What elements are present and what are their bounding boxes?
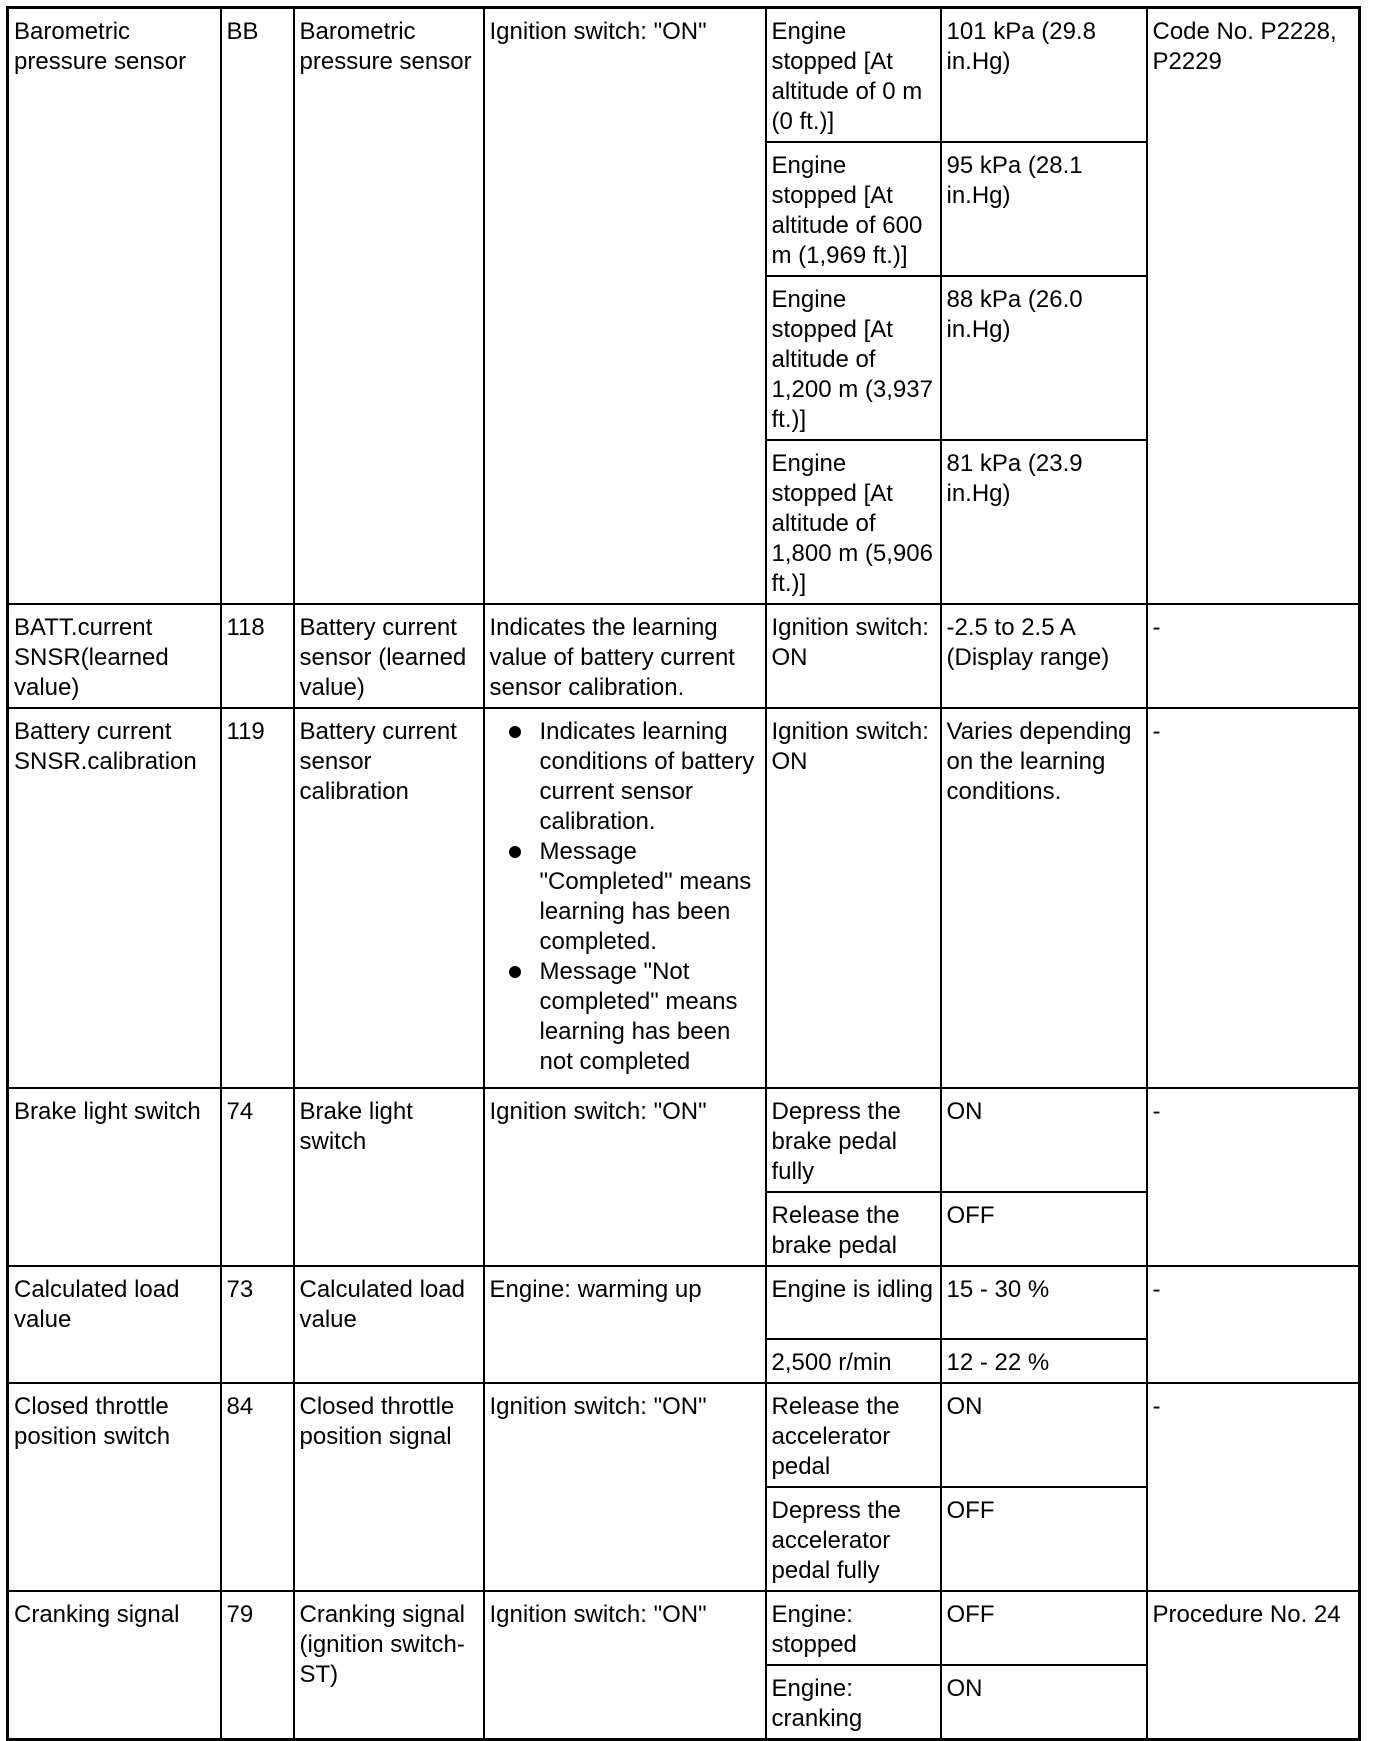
table-row <box>8 8 1360 143</box>
item-name: BATT.current SNSR(learned value) <box>8 604 221 708</box>
spec-value: 81 kPa (23.9 in.Hg) <box>941 440 1147 604</box>
item-code: 119 <box>221 708 294 1088</box>
condition-state: Depress the brake pedal fully <box>766 1088 941 1192</box>
list-item: Indicates learning conditions of battery current sensor calibration. <box>540 717 760 837</box>
monitor-condition <box>484 708 766 1088</box>
reference: - <box>1147 708 1360 1088</box>
monitor-item-table <box>6 6 1361 1741</box>
spec-value: OFF <box>941 1591 1147 1665</box>
spec-value: OFF <box>941 1192 1147 1266</box>
item-name: Cranking signal <box>8 1591 221 1740</box>
monitor-condition: Ignition switch: "ON" <box>484 8 766 605</box>
item-code: 84 <box>221 1383 294 1591</box>
list-item: Message "Completed" means learning has been completed. <box>540 837 760 957</box>
spec-value: 101 kPa (29.8 in.Hg) <box>941 8 1147 143</box>
monitor-condition: Ignition switch: "ON" <box>484 1591 766 1740</box>
table-row <box>8 604 1360 708</box>
item-code: BB <box>221 8 294 605</box>
table-row <box>8 1591 1360 1665</box>
reference: - <box>1147 1266 1360 1383</box>
monitor-condition: Ignition switch: "ON" <box>484 1088 766 1266</box>
item-code: 79 <box>221 1591 294 1740</box>
condition-state: Engine stopped [At altitude of 1,200 m (3,937 ft.)] <box>766 276 941 440</box>
reference: Procedure No. 24 <box>1147 1591 1360 1740</box>
item-name: Closed throttle position switch <box>8 1383 221 1591</box>
signal-name: Battery current sensor (learned value) <box>294 604 484 708</box>
item-name: Calculated load value <box>8 1266 221 1383</box>
spec-value: ON <box>941 1383 1147 1487</box>
item-code: 73 <box>221 1266 294 1383</box>
condition-state: Engine: cranking <box>766 1665 941 1740</box>
spec-value: Varies depending on the learning conditions. <box>941 708 1147 1088</box>
signal-name: Closed throttle position signal <box>294 1383 484 1591</box>
signal-name: Barometric pressure sensor <box>294 8 484 605</box>
condition-state: Release the brake pedal <box>766 1192 941 1266</box>
reference: - <box>1147 1383 1360 1591</box>
condition-state: Depress the accelerator pedal fully <box>766 1487 941 1591</box>
item-code: 74 <box>221 1088 294 1266</box>
item-name: Brake light switch <box>8 1088 221 1266</box>
condition-state: Engine stopped [At altitude of 600 m (1,969 ft.)] <box>766 142 941 276</box>
condition-state: Engine is idling <box>766 1266 941 1339</box>
spec-value: 95 kPa (28.1 in.Hg) <box>941 142 1147 276</box>
condition-state: Ignition switch: ON <box>766 708 941 1088</box>
spec-value: 15 - 30 % <box>941 1266 1147 1339</box>
reference: - <box>1147 604 1360 708</box>
table-row <box>8 1266 1360 1339</box>
monitor-condition: Engine: warming up <box>484 1266 766 1383</box>
condition-state: Engine: stopped <box>766 1591 941 1665</box>
reference: Code No. P2228, P2229 <box>1147 8 1360 605</box>
spec-value: ON <box>941 1088 1147 1192</box>
spec-value: 12 - 22 % <box>941 1339 1147 1383</box>
spec-value: 88 kPa (26.0 in.Hg) <box>941 276 1147 440</box>
table-row <box>8 1088 1360 1192</box>
spec-value: OFF <box>941 1487 1147 1591</box>
spec-value: ON <box>941 1665 1147 1740</box>
monitor-condition: Indicates the learning value of battery current sensor calibration. <box>484 604 766 708</box>
condition-state: Engine stopped [At altitude of 0 m (0 ft.)] <box>766 8 941 143</box>
condition-state: Engine stopped [At altitude of 1,800 m (5,906 ft.)] <box>766 440 941 604</box>
list-item: Message "Not completed" means learning has been not completed <box>540 957 760 1077</box>
item-name: Battery current SNSR.calibration <box>8 708 221 1088</box>
signal-name: Brake light switch <box>294 1088 484 1266</box>
table-row <box>8 708 1360 1088</box>
table-row <box>8 1383 1360 1487</box>
signal-name: Battery current sensor calibration <box>294 708 484 1088</box>
monitor-condition: Ignition switch: "ON" <box>484 1383 766 1591</box>
condition-state: Release the accelerator pedal <box>766 1383 941 1487</box>
signal-name: Cranking signal (ignition switch-ST) <box>294 1591 484 1740</box>
spec-value: -2.5 to 2.5 A (Display range) <box>941 604 1147 708</box>
item-name: Barometric pressure sensor <box>8 8 221 605</box>
reference: - <box>1147 1088 1360 1266</box>
condition-state: Ignition switch: ON <box>766 604 941 708</box>
item-code: 118 <box>221 604 294 708</box>
signal-name: Calculated load value <box>294 1266 484 1383</box>
condition-state: 2,500 r/min <box>766 1339 941 1383</box>
condition-bullet-list <box>490 717 760 1077</box>
